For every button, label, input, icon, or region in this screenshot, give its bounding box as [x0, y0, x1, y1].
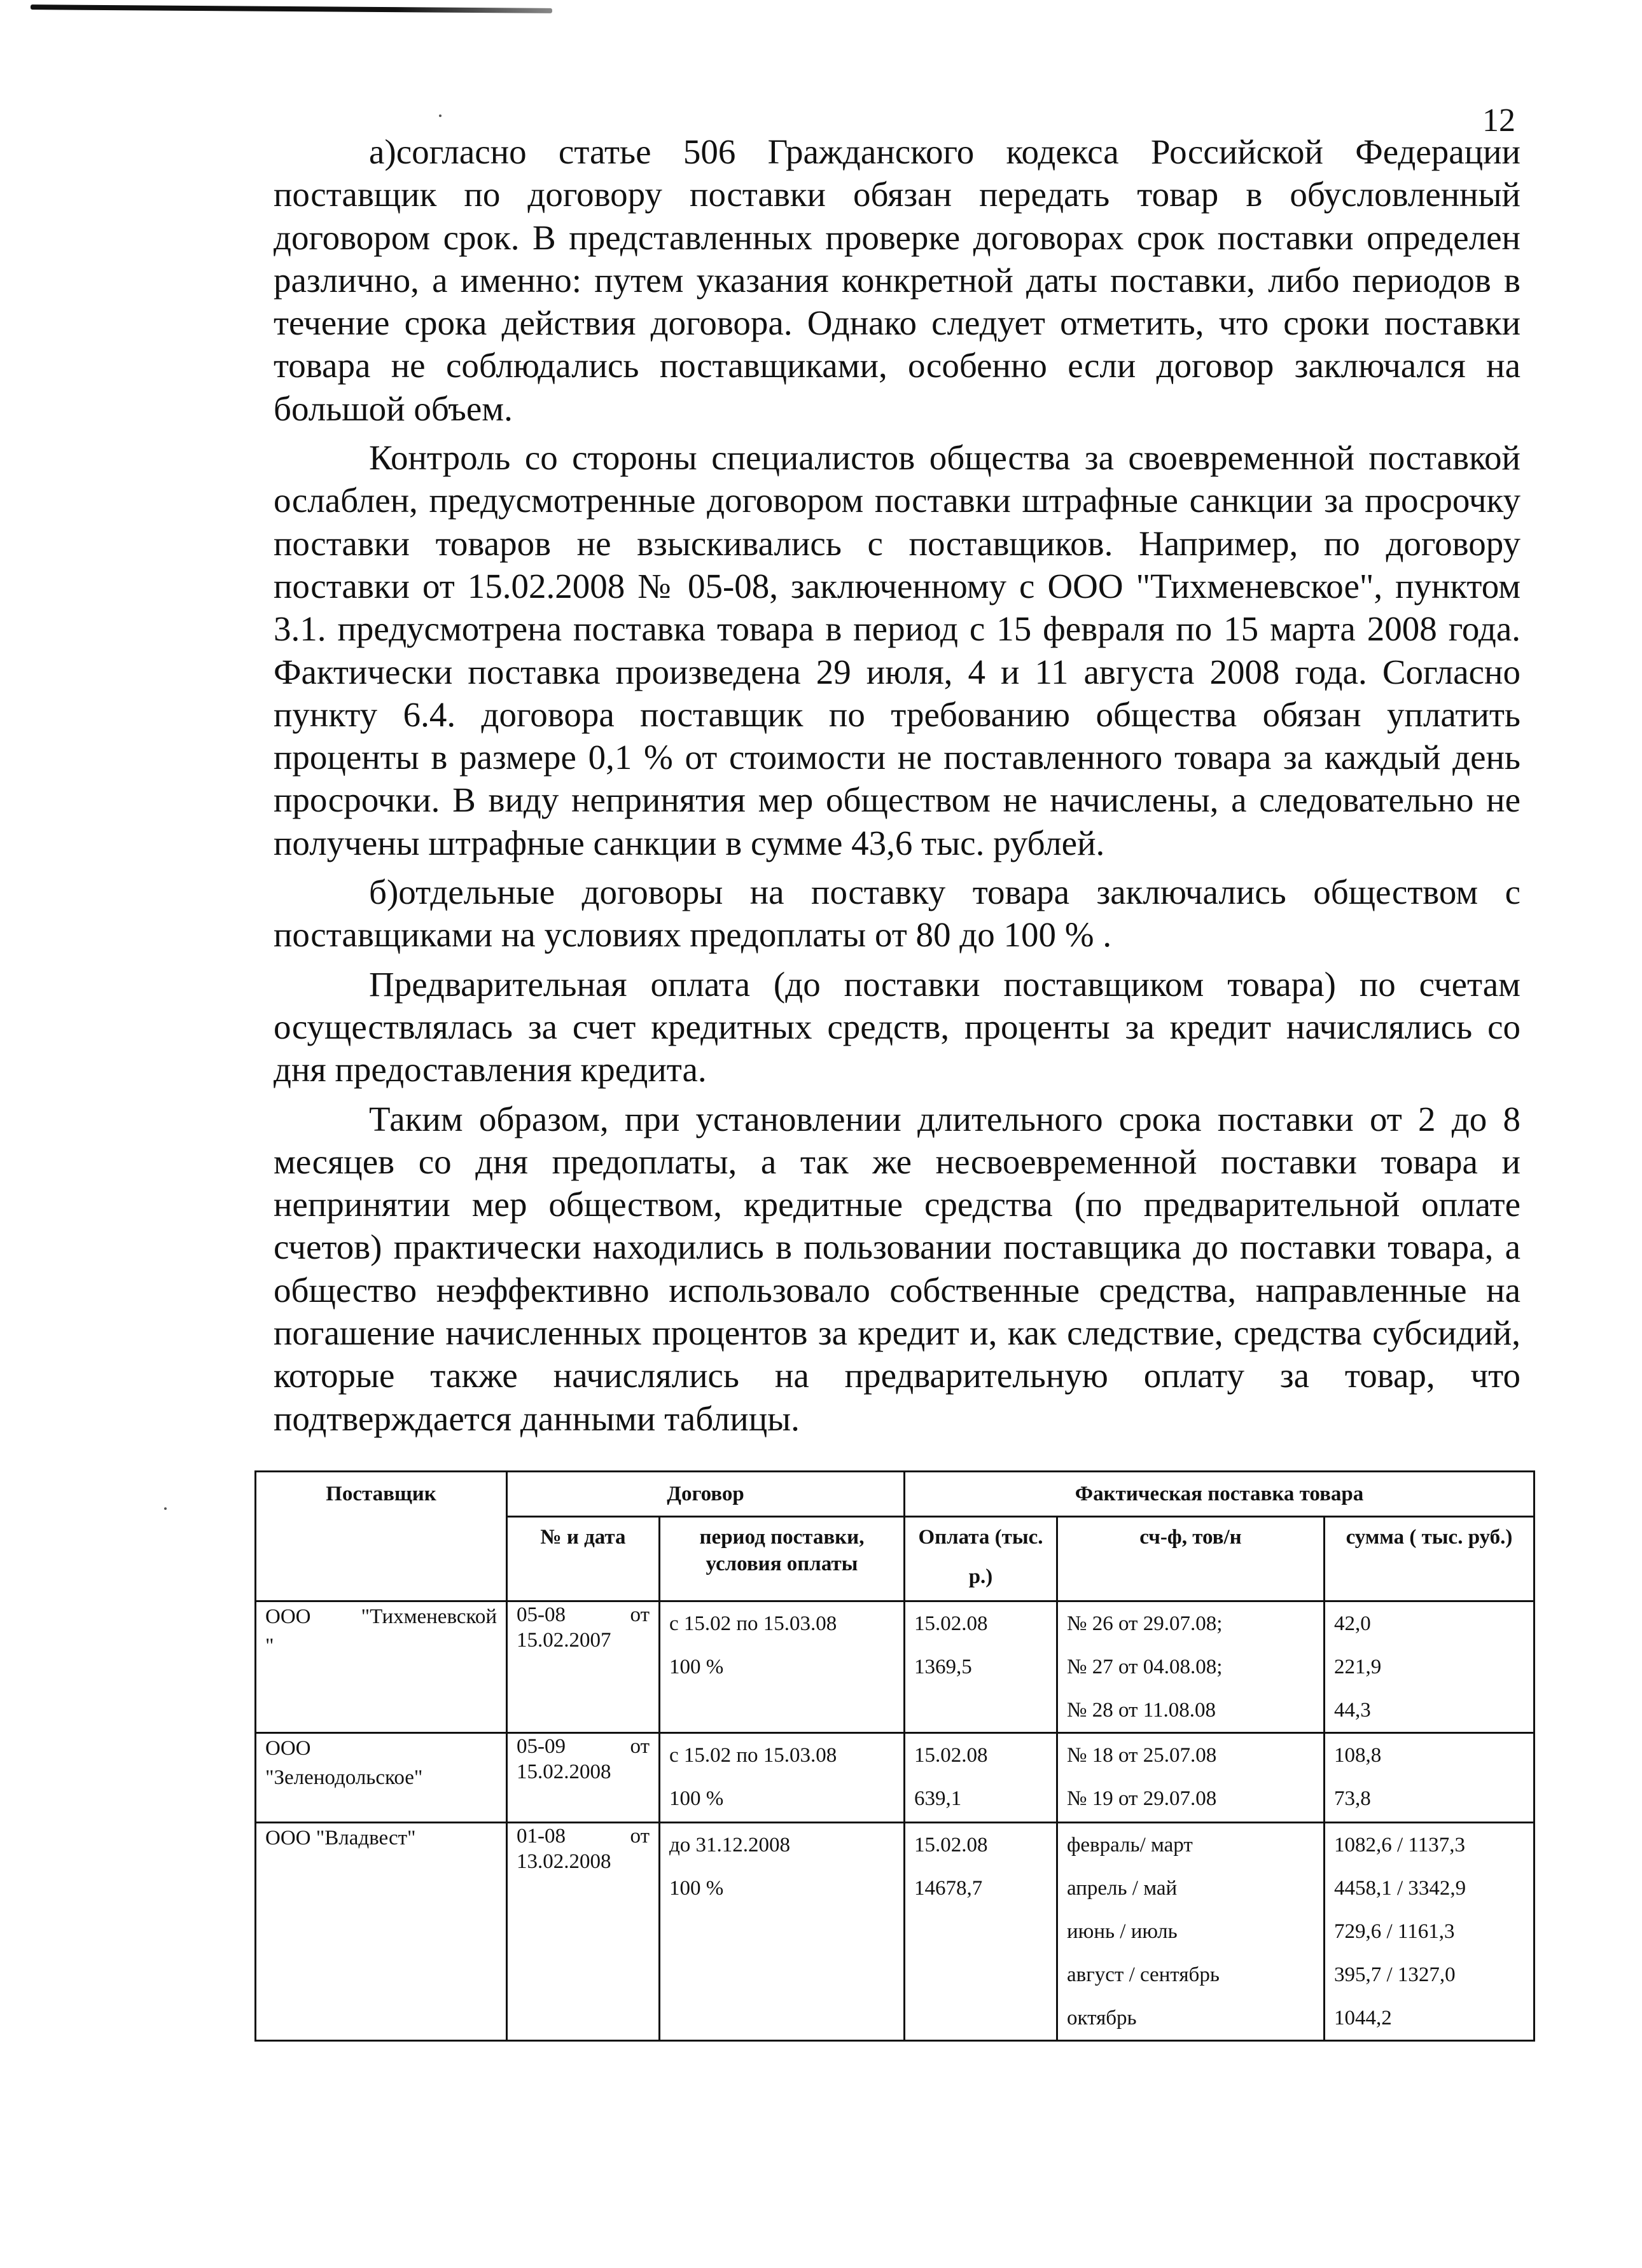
cell-invoices: февраль/ март апрель / май июнь / июль август / сентябрь октябрь: [1057, 1823, 1325, 2041]
table-row: [256, 1823, 1534, 2041]
cell-period: с 15.02 по 15.03.08 100 %: [660, 1733, 905, 1823]
cell-supplier: ООО "Владвест": [256, 1823, 507, 2041]
scan-artifact-dot: [164, 1507, 167, 1510]
cell-supplier: ООО "Зеленодольское": [256, 1733, 507, 1823]
header-payment: Оплата (тыс. р.): [905, 1517, 1057, 1601]
cell-number-date: 05-09 от 15.02.2008: [507, 1733, 660, 1823]
cell-period: с 15.02 по 15.03.08 100 %: [660, 1601, 905, 1733]
document-body: [274, 130, 1520, 1440]
page-number: 12: [1482, 102, 1515, 139]
cell-sums: 42,0 221,9 44,3: [1325, 1601, 1534, 1733]
cell-sums: 1082,6 / 1137,3 4458,1 / 3342,9 729,6 / 1161,3 395,7 / 1327,0 1044,2: [1325, 1823, 1534, 2041]
cell-number-date: 01-08 от 13.02.2008: [507, 1823, 660, 2041]
header-supplier: Поставщик: [256, 1472, 507, 1601]
header-number-date: № и дата: [507, 1517, 660, 1601]
cell-payment: 15.02.08 14678,7: [905, 1823, 1057, 2041]
header-sum: сумма ( тыс. руб.): [1325, 1517, 1534, 1601]
cell-payment: 15.02.08 1369,5: [905, 1601, 1057, 1733]
table-row: [256, 1733, 1534, 1823]
paragraph-prepayment: Предварительная оплата (до поставки поставщиком товара) по счетам осуществлялась за счет кредитных средств, проценты за кредит начислялись со дня предоставления кредита.: [274, 964, 1520, 1089]
header-actual-delivery: Фактическая поставка товара: [905, 1472, 1534, 1517]
table-header-row-1: [256, 1472, 1534, 1517]
header-contract: Договор: [507, 1472, 905, 1517]
cell-invoices: № 18 от 25.07.08 № 19 от 29.07.08: [1057, 1733, 1325, 1823]
cell-invoices: № 26 от 29.07.08; № 27 от 04.08.08; № 28 от 11.08.08: [1057, 1601, 1325, 1733]
paragraph-control: Контроль со стороны специалистов общества за своевременной поставкой ослаблен, предусмотренные договором поставки штрафные санкции за просрочку поставки товаров не взыскивались с поставщиков. Например, по договору поставки от 15.02.2008 № 05-08, заключенному с ООО "Тихменевское", пунктом 3.1. предусмотрена поставка товара в период с 15 февраля по 15 марта 2008 года. Фактически поставка произведена 29 июля, 4 и 11 августа 2008 года. Согласно пункту 6.4. договора поставщик по требованию общества обязан уплатить проценты в размере 0,1 % от стоимости не поставленного товара за каждый день просрочки. В виду непринятия мер обществом не начислены, а следовательно не получены штрафные санкции в сумме 43,6 тыс. рублей.: [274, 438, 1520, 862]
table-row: [256, 1601, 1534, 1733]
scan-artifact-bar: [31, 4, 552, 13]
cell-supplier: ООО "Тихменевской ": [256, 1601, 507, 1733]
cell-payment: 15.02.08 639,1: [905, 1733, 1057, 1823]
supply-table: [254, 1470, 1535, 2042]
paragraph-a: а)согласно статье 506 Гражданского кодекса Российской Федерации поставщик по договору поставки обязан передать товар в обусловленный договором срок. В представленных проверке договорах срок поставки определен различно, а именно: путем указания конкретной даты поставки, либо периодов в течение срока действия договора. Однако следует отметить, что сроки поставки товара не соблюдались поставщиками, особенно если договор заключался на большой объем.: [274, 132, 1520, 428]
cell-period: до 31.12.2008 100 %: [660, 1823, 905, 2041]
scan-artifact-dot: [439, 114, 442, 117]
cell-sums: 108,8 73,8: [1325, 1733, 1534, 1823]
header-period: период поставки, условия оплаты: [660, 1517, 905, 1601]
header-invoice: сч-ф, тов/н: [1057, 1517, 1325, 1601]
paragraph-conclusion: Таким образом, при установлении длительного срока поставки от 2 до 8 месяцев со дня предоплаты, а так же несвоевременной поставки товара и непринятии мер обществом, кредитные средства (по предварительной оплате счетов) практически находились в пользовании поставщика до поставки товара, а общество неэффективно использовало собственные средства, направленные на погашение начисленных процентов за кредит и, как следствие, средства субсидий, которые также начислялись на предварительную оплату за товар, что подтверждается данными таблицы.: [274, 1099, 1520, 1438]
cell-number-date: 05-08 от 15.02.2007: [507, 1601, 660, 1733]
paragraph-b: б)отдельные договоры на поставку товара заключались обществом с поставщиками на условиях предоплаты от 80 до 100 % .: [274, 873, 1520, 955]
